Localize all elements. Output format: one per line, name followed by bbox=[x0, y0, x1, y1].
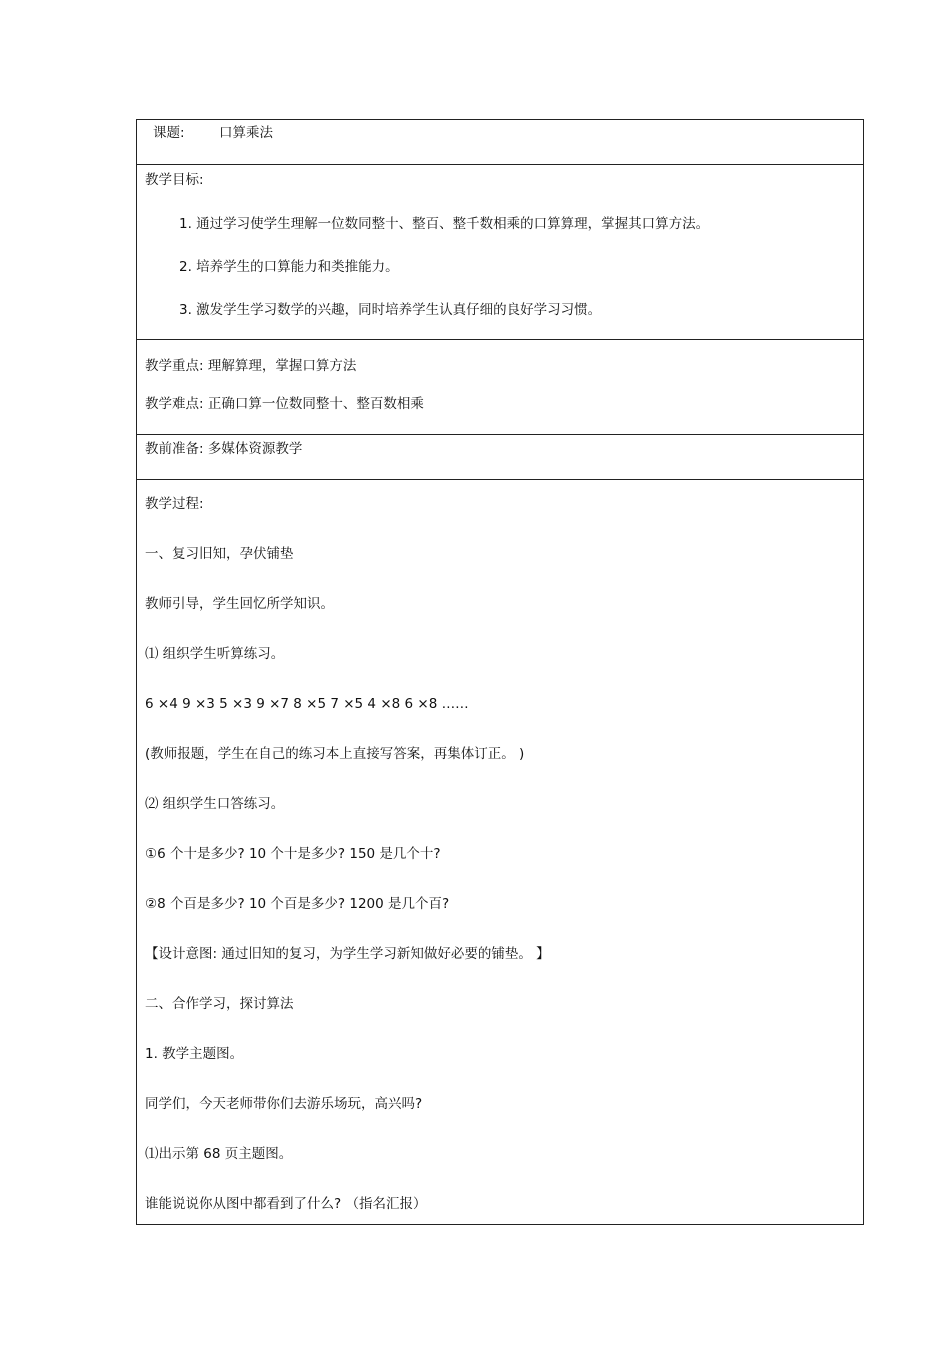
section-heading: 一、复习旧知，孕伏铺垫 bbox=[145, 546, 294, 562]
section-heading: 二、合作学习，探讨算法 bbox=[145, 996, 294, 1012]
drill-problems: 6 ×4 9 ×3 5 ×3 9 ×7 8 ×5 7 ×5 4 ×8 6 ×8 …… bbox=[145, 696, 469, 712]
difficulty: 教学难点: 正确口算一位数同整十、整百数相乘 bbox=[145, 396, 424, 412]
preparation-row bbox=[137, 435, 863, 480]
process-line: ⑴出示第 68 页主题图。 bbox=[145, 1146, 293, 1162]
process-line: ⑵ 组织学生口答练习。 bbox=[145, 796, 285, 812]
process-line: 1. 教学主题图。 bbox=[145, 1046, 244, 1062]
process-line: ⑴ 组织学生听算练习。 bbox=[145, 646, 285, 662]
process-line: 教师引导，学生回忆所学知识。 bbox=[145, 596, 334, 612]
objective-item: 3. 激发学生学习数学的兴趣，同时培养学生认真仔细的良好学习习惯。 bbox=[179, 302, 602, 318]
topic-title: 口算乘法 bbox=[219, 125, 273, 141]
objective-item: 1. 通过学习使学生理解一位数同整十、整百、整千数相乘的口算算理，掌握其口算方法。 bbox=[179, 216, 710, 232]
objectives-heading: 教学目标: bbox=[145, 172, 204, 188]
design-intent: 【设计意图: 通过旧知的复习，为学生学习新知做好必要的铺垫。 】 bbox=[145, 946, 550, 962]
process-line: 同学们，今天老师带你们去游乐场玩，高兴吗? bbox=[145, 1096, 423, 1112]
preparation-text: 教前准备: 多媒体资源教学 bbox=[145, 441, 303, 457]
lesson-plan-table bbox=[136, 119, 864, 1225]
process-row bbox=[137, 480, 863, 1224]
focus-row bbox=[137, 340, 863, 435]
key-point: 教学重点: 理解算理，掌握口算方法 bbox=[145, 358, 357, 374]
topic-label: 课题: bbox=[153, 125, 185, 141]
process-line: 谁能说说你从图中都看到了什么? （指名汇报） bbox=[145, 1196, 427, 1212]
question-line: ②8 个百是多少? 10 个百是多少? 1200 是几个百? bbox=[145, 896, 450, 912]
objective-item: 2. 培养学生的口算能力和类推能力。 bbox=[179, 259, 399, 275]
objectives-row bbox=[137, 165, 863, 340]
process-line: (教师报题，学生在自己的练习本上直接写答案，再集体订正。 ) bbox=[145, 746, 525, 762]
process-heading: 教学过程: bbox=[145, 496, 204, 512]
topic-row bbox=[137, 120, 863, 165]
question-line: ①6 个十是多少? 10 个十是多少? 150 是几个十? bbox=[145, 846, 441, 862]
